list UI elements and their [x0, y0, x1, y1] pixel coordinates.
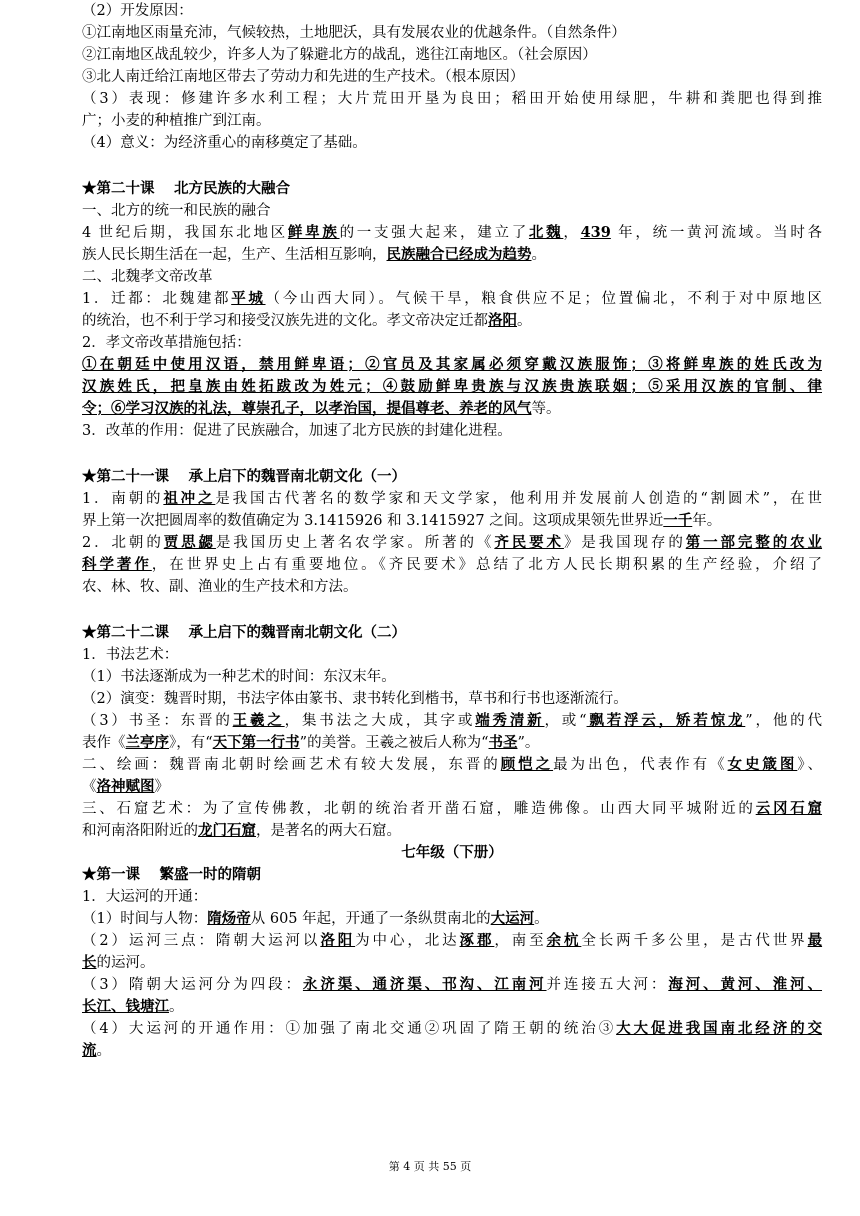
key-term: 最 [807, 932, 823, 949]
text-line [82, 110, 271, 132]
text-line [82, 376, 822, 398]
key-term: 祖冲之 [163, 490, 216, 507]
text-span: 》、 [797, 757, 823, 773]
text-span: 4 世纪后期，我国东北地区 [82, 225, 288, 241]
key-term: 北魏 [528, 224, 564, 241]
key-term: 洛阳 [488, 312, 517, 329]
text-span: （今山西大同）。气候干旱，粮食供应不足；位置偏北，不利于对中原地区 [265, 291, 822, 307]
key-term: 龙门石窟 [198, 822, 256, 839]
text-line [82, 332, 251, 354]
key-term: 涿郡 [459, 932, 495, 949]
text-span: ★第二十二课 承上启下的魏晋南北朝文化（二） [82, 624, 407, 641]
key-term: 余杭 [546, 932, 582, 949]
text-span: 广；小麦的种植推广到江南。 [82, 113, 271, 129]
text-span: 为中心，北达 [355, 933, 460, 949]
page-footer: 第 4 页 共 55 页 [388, 1160, 472, 1173]
text-line [82, 420, 512, 442]
text-span: 1．迁都：北魏建都 [82, 291, 232, 307]
text-line [82, 798, 822, 820]
text-span: 。 [534, 911, 549, 927]
text-line [82, 22, 626, 44]
section-heading [82, 200, 271, 222]
text-line [82, 820, 401, 842]
text-line [82, 44, 597, 66]
text-line [82, 732, 539, 754]
text-span: 。 [96, 1043, 111, 1059]
text-span: ， [563, 225, 581, 241]
text-span: （1）书法逐渐成为一种艺术的时间：东汉末年。 [82, 669, 396, 685]
text-span: ，集书法之大成，其字或 [284, 713, 476, 729]
text-line [82, 576, 358, 598]
text-span: 并连接五大河： [546, 977, 669, 993]
text-line [82, 754, 822, 776]
text-line [82, 288, 822, 310]
text-span: 年。 [692, 513, 722, 529]
text-line [82, 0, 193, 22]
text-span: （3）表现：修建许多水利工程；大片荒田开垦为良田；稻田开始使用绿肥，牛耕和粪肥也得到推 [82, 91, 822, 107]
text-span: 是我国历史上著名农学家。所著的《 [215, 535, 495, 551]
key-term: 顾恺之 [500, 756, 554, 773]
grade-heading [82, 842, 822, 864]
text-line [82, 554, 822, 576]
text-line [82, 930, 822, 952]
text-line [82, 88, 822, 110]
text-line [82, 398, 561, 420]
key-term: 汉族姓氏，把皇族由姓拓跋改为姓元；④鼓励鲜卑贵族与汉族贵族联姻；⑤采用汉族的官制、律 [82, 378, 822, 395]
key-term: 齐民要术 [494, 534, 564, 551]
text-span: 。 [517, 313, 532, 329]
text-line [82, 532, 822, 554]
text-line [82, 132, 367, 154]
key-term: 隋炀帝 [207, 910, 251, 927]
text-span: ★第一课 繁盛一时的隋朝 [82, 866, 262, 883]
text-span: 最为出色，代表作有《 [553, 757, 728, 773]
text-span: 。 [531, 247, 546, 263]
text-line [82, 688, 628, 710]
key-term: 令；⑥学习汉族的礼法，尊崇孔子，以孝治国，提倡尊老、养老的风气 [82, 400, 532, 417]
text-span: （2）运河三点：隋朝大运河以 [82, 933, 321, 949]
key-term: 一千 [663, 512, 693, 529]
key-term: 长 [82, 954, 97, 971]
lesson-heading [82, 622, 406, 644]
text-span: 1．大运河的开通： [82, 889, 208, 905]
text-line [82, 354, 822, 376]
text-span: ②江南地区战乱较少，许多人为了躲避北方的战乱，逃往江南地区。（社会原因） [82, 47, 597, 63]
text-span: （4）大运河的开通作用：①加强了南北交通②巩固了隋王朝的统治③ [82, 1021, 617, 1037]
text-line [82, 666, 396, 688]
key-term: 云冈石窟 [755, 800, 823, 817]
key-term: 流 [82, 1042, 97, 1059]
text-span: 1．书法艺术： [82, 647, 179, 663]
text-span: 年，统一黄河流域。当时各 [610, 225, 823, 241]
text-span: ”。 [517, 735, 540, 751]
key-term: 长江、钱塘江 [82, 998, 169, 1015]
text-line [82, 776, 169, 798]
lesson-heading [82, 864, 261, 886]
text-span: （3）书圣：东晋的 [82, 713, 233, 729]
key-term: 鲜卑族 [287, 224, 340, 241]
text-line [82, 886, 207, 908]
text-span: 一、北方的统一和民族的融合 [82, 203, 271, 219]
text-span: 《 [82, 779, 97, 795]
key-term: ①在朝廷中使用汉语，禁用鲜卑语；②官员及其家属必须穿戴汉族服饰；③将鲜卑族的姓氏改为 [82, 356, 822, 373]
text-line [82, 952, 155, 974]
text-span: 界上第一次把圆周率的数值确定为 3.1415926 和 3.1415927 之间。这项成果领先世界近 [82, 513, 664, 529]
text-line [82, 66, 524, 88]
text-line [82, 974, 822, 996]
key-term: 洛阳 [320, 932, 356, 949]
text-span: 七年级（下册） [401, 844, 503, 861]
key-term: 端秀清新 [475, 712, 545, 729]
text-span: ★第二十一课 承上启下的魏晋南北朝文化（一） [82, 468, 407, 485]
text-line [82, 1040, 111, 1062]
key-term: 第一部完整的农业 [685, 534, 823, 551]
text-span: 》 [154, 779, 169, 795]
text-line [82, 908, 549, 930]
key-term: 书圣 [488, 734, 518, 751]
lesson-heading [82, 466, 406, 488]
section-heading [82, 266, 213, 288]
text-span: 的一支强大起来，建立了 [339, 225, 529, 241]
text-span: 是我国古代著名的数学家和天文学家，他利用并发展前人创造的“割圆术”，在世 [215, 491, 823, 507]
key-term: 天下第一行书 [212, 734, 300, 751]
key-term: 王羲之 [232, 712, 285, 729]
text-line [82, 644, 178, 666]
text-span: 的统治，也不利于学习和接受汉族先进的文化。孝文帝决定迁都 [82, 313, 488, 329]
key-term: 大运河 [490, 910, 535, 927]
text-span: （3）隋朝大运河分为四段： [82, 977, 303, 993]
text-span: 全长两千多公里，是古代世界 [581, 933, 808, 949]
key-term: 民族融合已经成为趋势 [386, 246, 532, 263]
text-span: 从 605 年起，开通了一条纵贯南北的 [250, 911, 491, 927]
text-line [82, 1018, 822, 1040]
key-term: 平城 [231, 290, 266, 307]
text-line [82, 244, 546, 266]
text-span: ①江南地区雨量充沛，气候较热，土地肥沃，具有发展农业的优越条件。（自然条件） [82, 25, 626, 41]
text-span: 1．南朝的 [82, 491, 164, 507]
text-span: ，在世界史上占有重要地位。《齐民要术》总结了北方人民长期积累的生产经验，介绍了 [151, 557, 823, 573]
key-term: 飘若浮云，矫若惊龙 [586, 712, 746, 729]
text-span: ，是著名的两大石窟。 [256, 823, 401, 839]
text-span: 。 [169, 999, 184, 1015]
key-term: 洛神赋图 [96, 778, 155, 795]
lesson-heading [82, 178, 290, 200]
text-span: ，或“ [544, 713, 587, 729]
key-term: 永济渠、通济渠、邗沟、江南河 [302, 976, 547, 993]
text-span: 等。 [531, 401, 561, 417]
text-span: （2）演变：魏晋时期，书法字体由篆书、隶书转化到楷书，草书和行书也逐渐流行。 [82, 691, 628, 707]
text-line [82, 510, 721, 532]
text-line [82, 710, 822, 732]
key-term: 大大促进我国南北经济的交 [616, 1020, 822, 1037]
text-span: （2）开发原因： [82, 3, 193, 19]
text-span: 》是我国现存的 [563, 535, 686, 551]
text-line [82, 310, 532, 332]
text-span: ”，他的代 [745, 713, 823, 729]
text-span: ”的美誉。王羲之被后人称为“ [299, 735, 489, 751]
text-line [82, 488, 822, 510]
key-term: 海河、黄河、淮河、 [668, 976, 823, 993]
key-term: 科学著作 [82, 556, 152, 573]
text-line [82, 222, 822, 244]
text-span: 》，有“ [169, 735, 213, 751]
key-term: 439 [580, 224, 611, 241]
text-line [82, 996, 184, 1018]
text-span: 3．改革的作用：促进了民族融合，加速了北方民族的封建化进程。 [82, 423, 512, 439]
text-span: 表作《 [82, 735, 126, 751]
text-span: （4）意义：为经济重心的南移奠定了基础。 [82, 135, 367, 151]
key-term: 女史箴图 [727, 756, 798, 773]
text-span: 二、北魏孝文帝改革 [82, 269, 213, 285]
text-span: 和河南洛阳附近的 [82, 823, 198, 839]
text-span: 2．北朝的 [82, 535, 164, 551]
text-span: 2．孝文帝改革措施包括： [82, 335, 251, 351]
text-span: 的运河。 [96, 955, 155, 971]
text-span: ★第二十课 北方民族的大融合 [82, 180, 291, 197]
key-term: 兰亭序 [125, 734, 169, 751]
text-span: 族人民长期生活在一起，生产、生活相互影响， [82, 247, 387, 263]
text-span: （1）时间与人物： [82, 911, 208, 927]
text-span: ③北人南迁给江南地区带去了劳动力和先进的生产技术。（根本原因） [82, 69, 525, 85]
text-span: ，南至 [494, 933, 547, 949]
key-term: 贾思勰 [163, 534, 216, 551]
text-span: 三、石窟艺术：为了宣传佛教，北朝的统治者开凿石窟，雕造佛像。山西大同平城附近的 [82, 801, 756, 817]
text-span: 二、绘画：魏晋南北朝时绘画艺术有较大发展，东晋的 [82, 757, 501, 773]
text-span: 农、林、牧、副、渔业的生产技术和方法。 [82, 579, 358, 595]
